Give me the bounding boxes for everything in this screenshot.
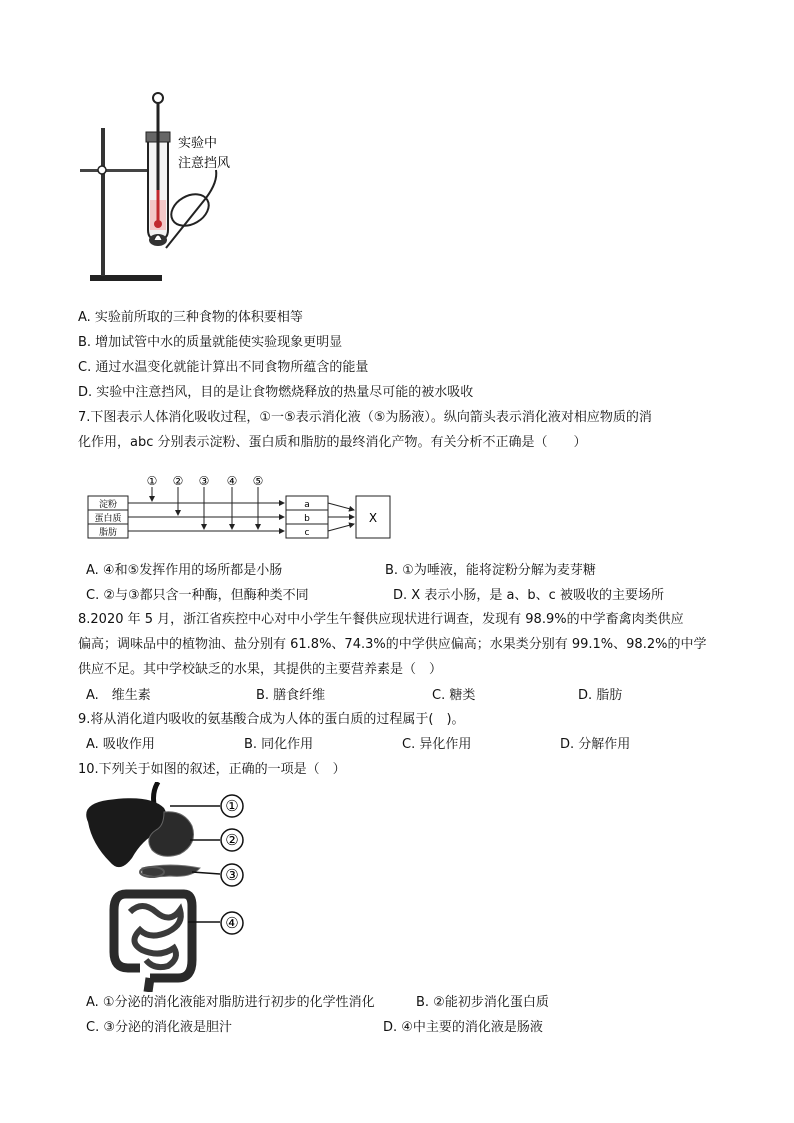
svg-text:③: ③ bbox=[198, 474, 210, 488]
label-2 bbox=[221, 829, 243, 851]
svg-text:④: ④ bbox=[226, 474, 238, 488]
clamp-arm bbox=[80, 169, 150, 172]
q9-option-d: D. 分解作用 bbox=[560, 737, 631, 752]
digestive-system-figure bbox=[80, 782, 260, 992]
figure-note-line2: 注意挡风 bbox=[178, 156, 231, 171]
q7-stem-line2: 化作用，abc 分别表示淀粉、蛋白质和脂肪的最终消化产物。有关分析不正确是（ ） bbox=[78, 435, 587, 450]
q9-option-b: B. 同化作用 bbox=[244, 737, 314, 752]
q8-stem-line1: 8.2020 年 5 月，浙江省疾控中心对中小学生午餐供应现状进行调查，发现有 98.9%的中学畜禽肉类供应 bbox=[78, 612, 684, 627]
wind-shield bbox=[166, 188, 215, 232]
product-c: c bbox=[304, 528, 310, 538]
box-x: X bbox=[368, 511, 378, 525]
q10-stem: 10.下列关于如图的叙述，正确的一项是（ ） bbox=[78, 762, 346, 777]
q9-option-c: C. 异化作用 bbox=[402, 737, 472, 752]
product-b: b bbox=[304, 514, 310, 524]
q8-option-b: B. 膳食纤维 bbox=[256, 688, 326, 703]
q8-stem-line3: 供应不足。其中学校缺乏的水果，其提供的主要营养素是（ ） bbox=[78, 662, 443, 677]
small-intestine bbox=[130, 906, 181, 967]
q9-option-a: A. 吸收作用 bbox=[86, 737, 155, 752]
q7-option-a: A. ④和⑤发挥作用的场所都是小肠 bbox=[86, 563, 283, 578]
product-a: a bbox=[304, 500, 310, 510]
q6-option-c: C. 通过水温变化就能计算出不同食物所蕴含的能量 bbox=[78, 360, 369, 375]
q8-option-a: A. 维生素 bbox=[86, 688, 151, 703]
q6-option-b: B. 增加试管中水的质量就能使实验现象更明显 bbox=[78, 335, 343, 350]
substance-protein: 蛋白质 bbox=[94, 514, 122, 524]
label-1 bbox=[221, 795, 243, 817]
svg-text:④: ④ bbox=[225, 914, 239, 932]
q7-option-d: D. X 表示小肠，是 a、b、c 被吸收的主要场所 bbox=[393, 588, 664, 603]
label-4 bbox=[221, 912, 243, 934]
stand-rod bbox=[101, 128, 105, 276]
digestion-flow-diagram bbox=[86, 474, 396, 546]
svg-text:③: ③ bbox=[225, 866, 239, 884]
q10-option-d: D. ④中主要的消化液是肠液 bbox=[383, 1020, 543, 1035]
juice-2 bbox=[173, 474, 184, 515]
svg-text:②: ② bbox=[172, 474, 184, 488]
combustion-apparatus-figure bbox=[78, 90, 258, 290]
juice-3 bbox=[199, 474, 210, 529]
q8-option-c: C. 糖类 bbox=[432, 688, 476, 703]
juice-1 bbox=[147, 474, 158, 501]
q8-option-d: D. 脂肪 bbox=[578, 688, 623, 703]
q9-stem: 9.将从消化道内吸收的氨基酸合成为人体的蛋白质的过程属于( )。 bbox=[78, 712, 465, 727]
q7-option-c: C. ②与③都只含一种酶，但酶种类不同 bbox=[86, 588, 309, 603]
q8-stem-line2: 偏高；调味品中的植物油、盐分别有 61.8%、74.3%的中学供应偏高；水果类分别有 99.1%、98.2%的中学 bbox=[78, 637, 707, 652]
q7-option-b: B. ①为唾液，能将淀粉分解为麦芽糖 bbox=[385, 563, 596, 578]
substance-fat: 脂肪 bbox=[98, 528, 118, 538]
q6-option-a: A. 实验前所取的三种食物的体积要相等 bbox=[78, 310, 303, 325]
q10-option-a: A. ①分泌的消化液能对脂肪进行初步的化学性消化 bbox=[86, 995, 375, 1010]
juice-5 bbox=[253, 474, 264, 529]
stand-base bbox=[90, 275, 162, 281]
svg-text:①: ① bbox=[225, 797, 239, 815]
label-3 bbox=[221, 864, 243, 886]
svg-text:①: ① bbox=[146, 474, 158, 488]
svg-text:⑤: ⑤ bbox=[252, 474, 264, 488]
q6-option-d: D. 实验中注意挡风，目的是让食物燃烧释放的热量尽可能的被水吸收 bbox=[78, 385, 474, 400]
q10-option-b: B. ②能初步消化蛋白质 bbox=[416, 995, 549, 1010]
q10-option-c: C. ③分泌的消化液是胆汁 bbox=[86, 1020, 232, 1035]
svg-text:②: ② bbox=[225, 831, 239, 849]
juice-4 bbox=[227, 474, 238, 529]
substance-starch: 淀粉 bbox=[98, 500, 118, 510]
figure-note-line1: 实验中 bbox=[178, 136, 218, 151]
q7-stem-line1: 7.下图表示人体消化吸收过程，①一⑤表示消化液（⑤为肠液）。纵向箭头表示消化液对相应物质的消 bbox=[78, 410, 652, 425]
